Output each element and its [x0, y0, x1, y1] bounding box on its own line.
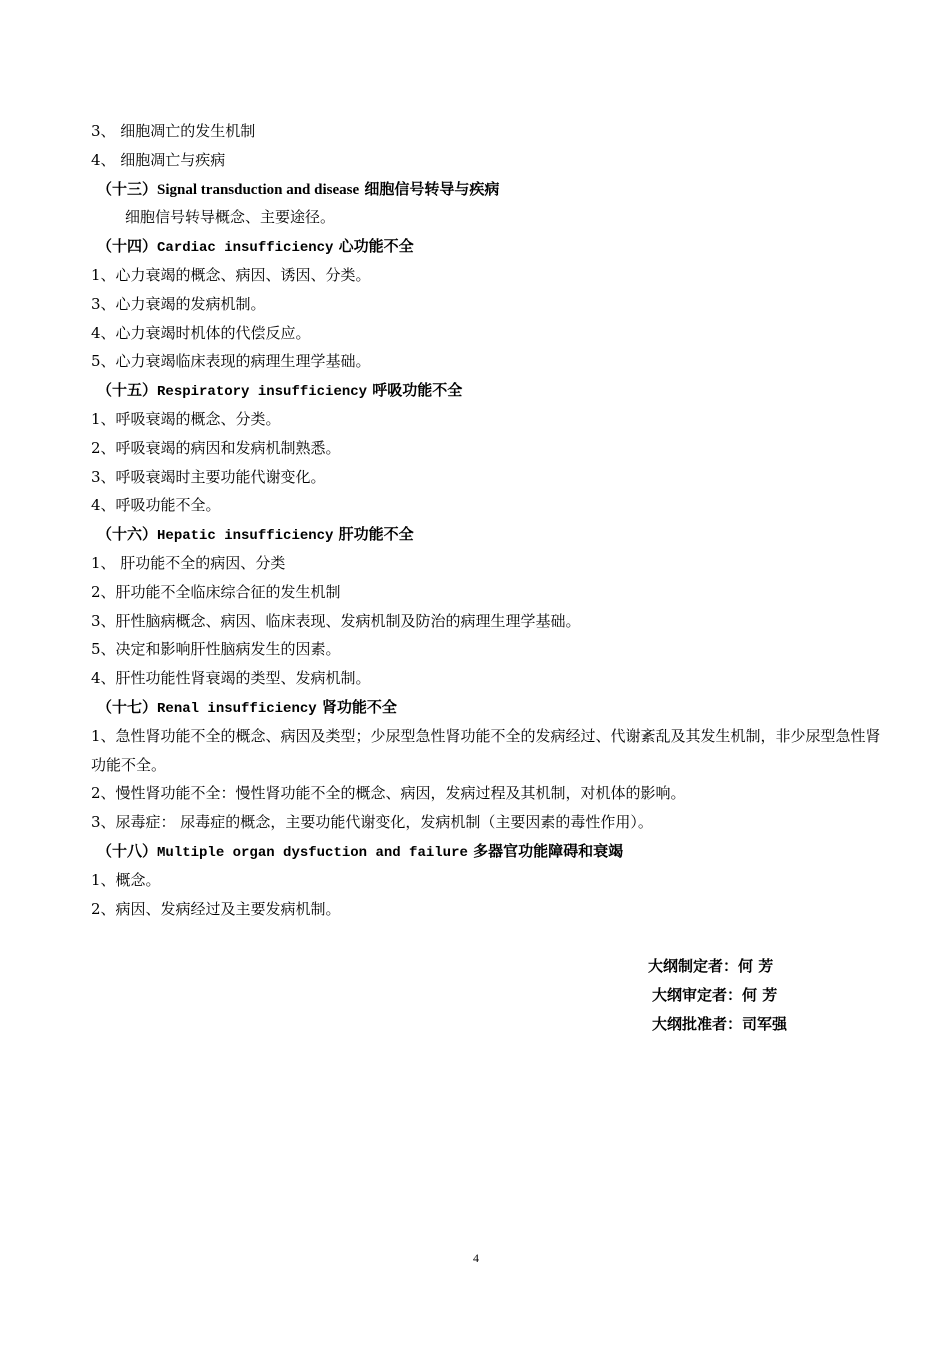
list-item: 3、心力衰竭的发病机制。	[91, 294, 266, 313]
list-item: 1、呼吸衰竭的概念、分类。	[91, 409, 281, 428]
heading-number: （十四）	[97, 237, 158, 256]
list-item: 4、肝性功能性肾衰竭的类型、发病机制。	[91, 669, 371, 688]
list-item: 3、 细胞凋亡的发生机制	[91, 122, 256, 140]
list-item: 1、 肝功能不全的病因、分类	[91, 553, 286, 572]
list-item: 1、概念。	[91, 870, 161, 889]
list-item: 5、心力衰竭临床表现的病理生理学基础。	[91, 352, 371, 371]
list-item: 3、肝性脑病概念、病因、临床表现、发病机制及防治的病理生理学基础。	[91, 611, 581, 630]
heading-chinese: 心功能不全	[333, 237, 414, 256]
heading-chinese: 肝功能不全	[333, 525, 414, 544]
heading-english: Respiratory insufficiency	[157, 384, 368, 401]
heading-english: Hepatic insufficiency	[157, 528, 334, 545]
heading-chinese: 肾功能不全	[316, 697, 397, 716]
heading-chinese: 细胞信号转导与疾病	[359, 179, 500, 198]
list-item: 2、呼吸衰竭的病因和发病机制熟悉。	[91, 438, 341, 457]
list-item: 5、决定和影响肝性脑病发生的因素。	[91, 640, 341, 659]
list-item: 细胞信号转导概念、主要途径。	[125, 208, 336, 227]
heading-number: （十七）	[97, 697, 158, 716]
heading-english: Multiple organ dysfuction and failure	[157, 844, 468, 861]
page-number: 4	[473, 1251, 479, 1265]
list-item: 2、肝功能不全临床综合征的发生机制	[91, 582, 341, 601]
list-item: 1、急性肾功能不全的概念、病因及类型；少尿型急性肾功能不全的发病经过、代谢紊乱及其发生机制，非少尿型急性肾功能不全。	[91, 726, 881, 774]
heading-english: Cardiac insufficiency	[157, 240, 334, 257]
list-item: 4、心力衰竭时机体的代偿反应。	[91, 323, 311, 342]
section-heading-15	[91, 376, 881, 405]
section-heading-16	[91, 520, 881, 549]
heading-number: （十六）	[97, 525, 158, 544]
signature-approver: 大纲批准者：司军强	[652, 1014, 788, 1033]
section-heading-14	[91, 232, 881, 261]
section-heading-13	[91, 175, 881, 204]
document-body	[91, 117, 881, 923]
heading-number: （十三）	[97, 179, 158, 198]
heading-number: （十五）	[97, 381, 158, 400]
list-item: 3、呼吸衰竭时主要功能代谢变化。	[91, 467, 326, 486]
heading-number: （十八）	[97, 841, 158, 860]
list-item: 4、 细胞凋亡与疾病	[91, 150, 226, 169]
heading-chinese: 呼吸功能不全	[367, 381, 463, 400]
heading-chinese: 多器官功能障碍和衰竭	[467, 841, 624, 860]
list-item: 1、心力衰竭的概念、病因、诱因、分类。	[91, 265, 371, 284]
heading-english: Renal insufficiency	[157, 700, 317, 717]
heading-english: Signal transduction and disease	[157, 181, 360, 198]
list-item: 3、尿毒症： 尿毒症的概念，主要功能代谢变化，发病机制（主要因素的毒性作用）。	[91, 813, 653, 832]
section-heading-17	[91, 693, 881, 722]
signature-block	[648, 952, 908, 1038]
list-item: 2、慢性肾功能不全：慢性肾功能不全的概念、病因，发病过程及其机制，对机体的影响。	[91, 784, 686, 803]
list-item: 4、呼吸功能不全。	[91, 496, 221, 515]
signature-reviewer: 大纲审定者：何 芳	[652, 985, 778, 1004]
list-item: 2、病因、发病经过及主要发病机制。	[91, 899, 341, 918]
signature-author: 大纲制定者：何 芳	[648, 957, 774, 975]
section-heading-18	[91, 837, 881, 866]
